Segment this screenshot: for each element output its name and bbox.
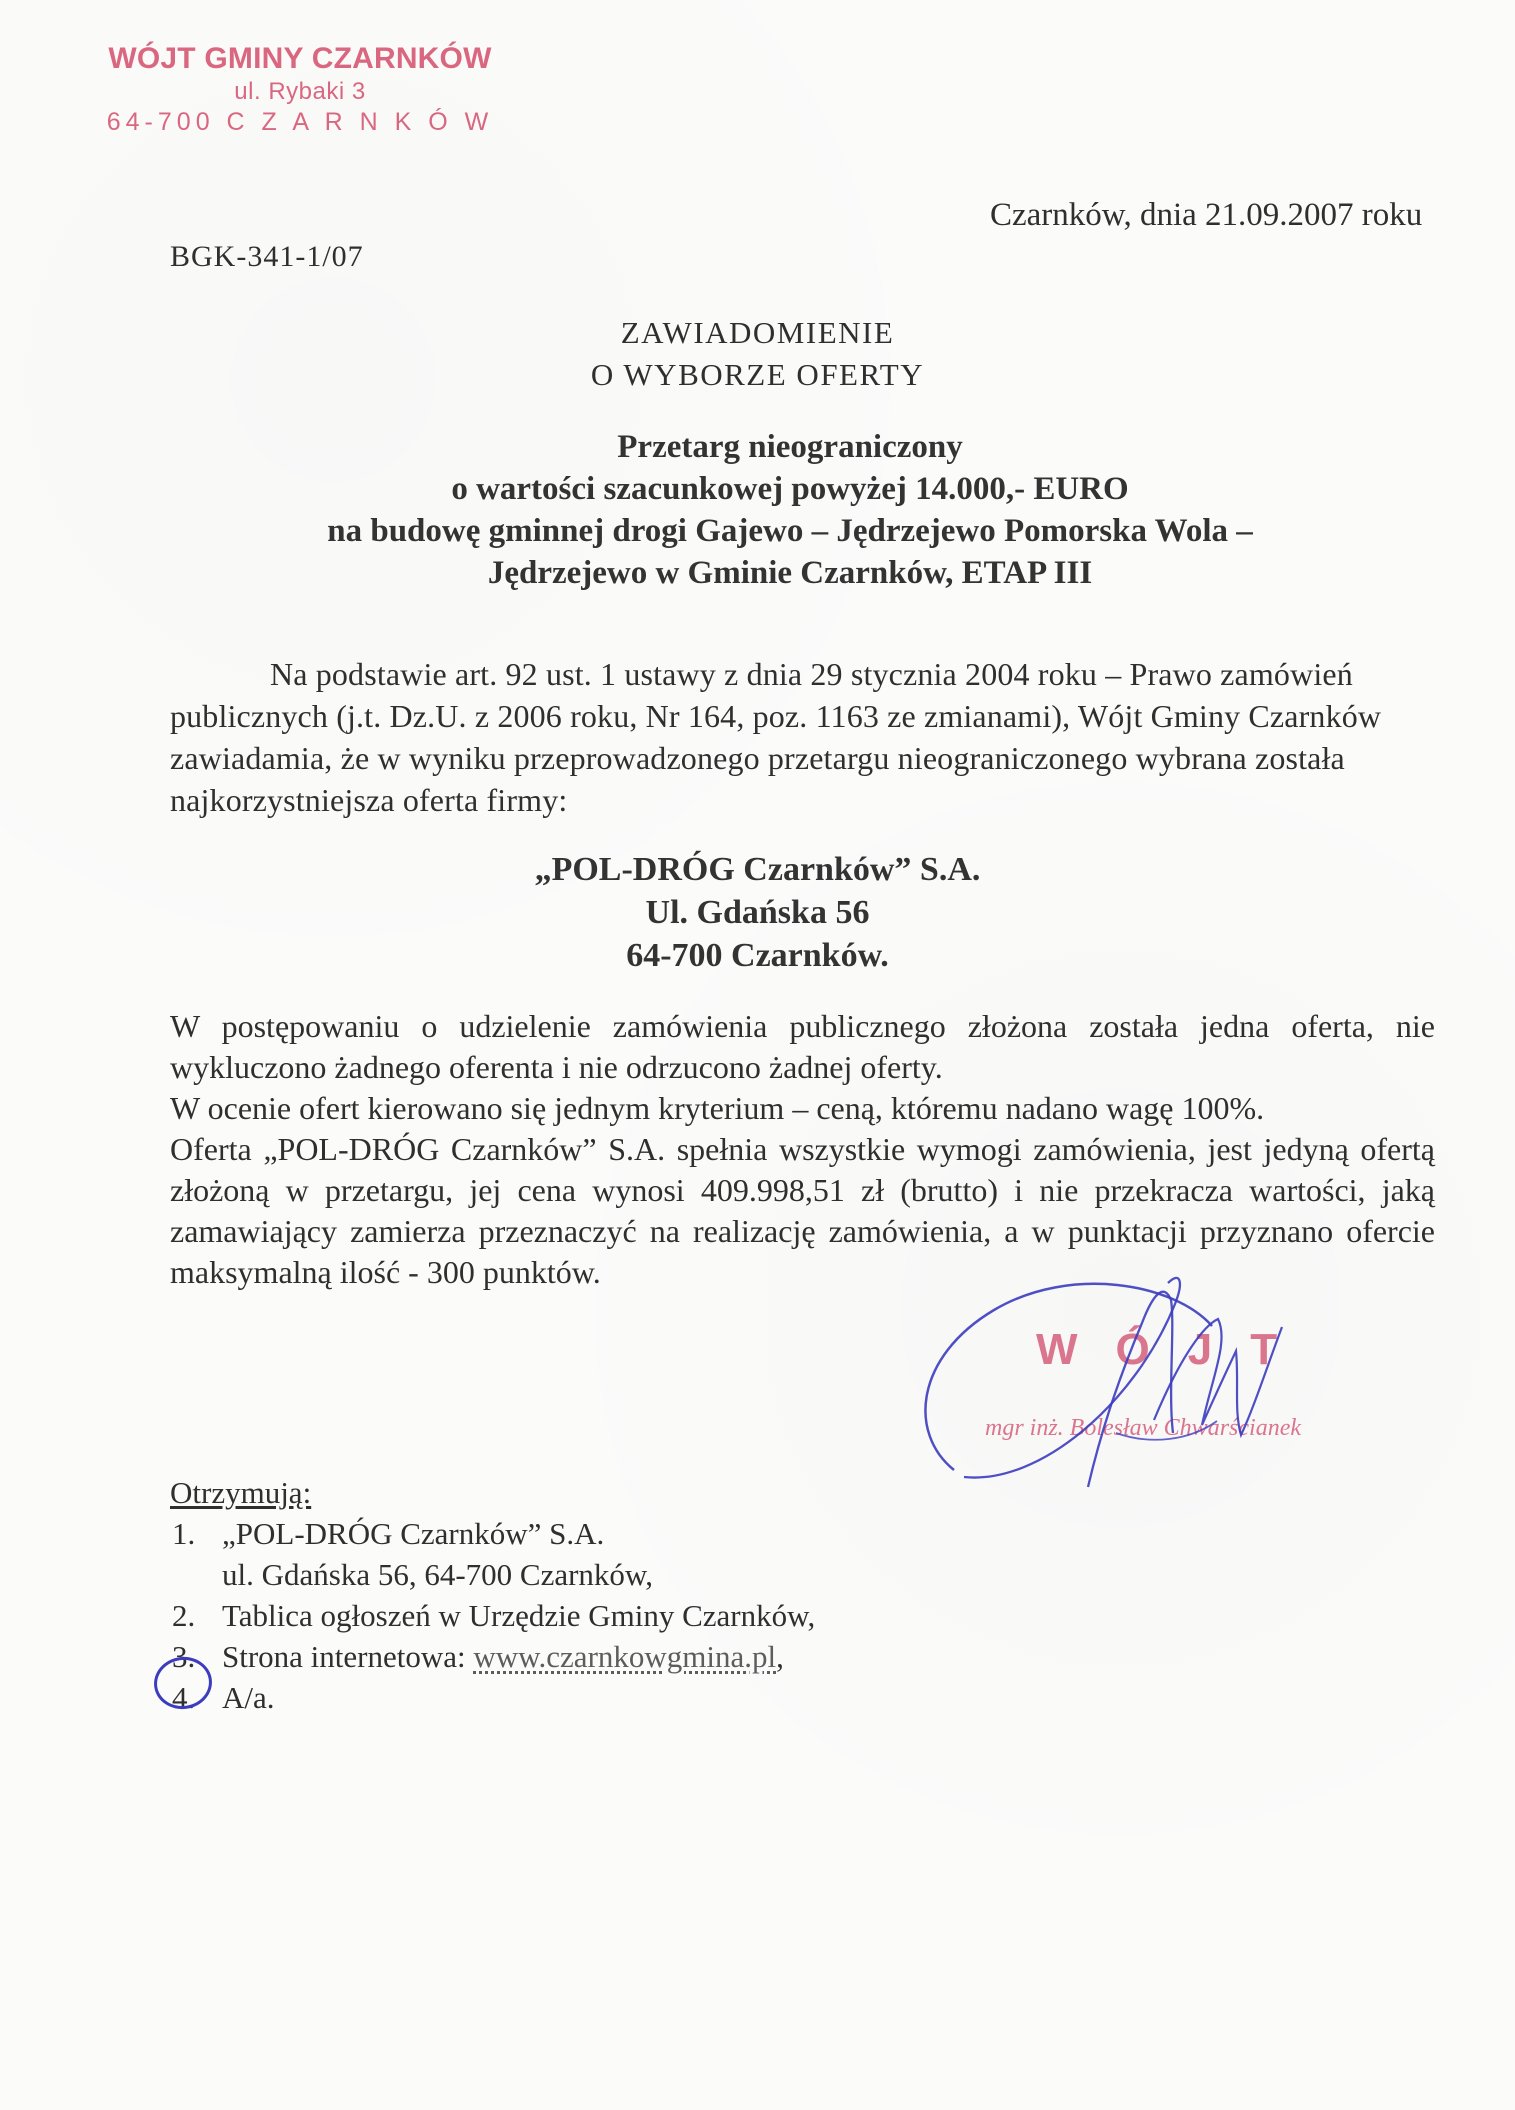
recipient-number: 2. [172,1598,196,1633]
decision-paragraph-2: W ocenie ofert kierowano się jednym kryterium – ceną, któremu nadano wagę 100%. [170,1090,1265,1126]
decision-paragraph-3: Oferta „POL-DRÓG Czarnków” S.A. spełnia wszystkie wymogi zamówienia, jest jedyną ofertą złożoną w przetargu, jej cena wynosi 409.998,51 zł (brutto) i nie przekracza wartości, jaką zamawiający zamierza przeznaczyć na realizację zamówienia, a w punktacji przyznano ofercie maksymalną ilość - 300 punktów. [170,1131,1435,1290]
stamp-city: 64-700 C Z A R N K Ó W [106,108,494,136]
title-line-1: ZAWIADOMIENIE [620,315,895,350]
stamp-wojt-text: WÓJT [1036,1325,1316,1374]
recipient-item-3 [170,1636,930,1677]
subject-line-4: Jędrzejewo w Gminie Czarnków, ETAP III [487,555,1093,591]
recipient-text-suffix: , [776,1639,784,1674]
stamp-official-name: mgr inż. Bolesław Chwarścianek [985,1415,1301,1441]
letter-date: Czarnków, dnia 21.09.2007 roku [990,197,1423,233]
stamp-title: WÓJT GMINY CZARNKÓW [108,42,492,75]
decision-paragraphs [170,1006,1435,1293]
recipient-text: „POL-DRÓG Czarnków” S.A. [222,1516,605,1551]
recipient-item-1 [170,1513,930,1595]
recipient-item-2 [170,1595,930,1636]
company-city: 64-700 Czarnków. [626,937,889,974]
letter-title [0,312,1515,396]
intro-paragraph-text: Na podstawie art. 92 ust. 1 ustawy z dnia 29 stycznia 2004 roku – Prawo zamówień publicznych (j.t. Dz.U. z 2006 roku, Nr 164, poz. 1163 ze zmianami), Wójt Gminy Czarnków zawiadamia, że w wyniku przeprowadzonego przetargu nieograniczonego wybrana została najkorzystniejsza oferta firmy: [170,656,1382,818]
recipient-text: Tablica ogłoszeń w Urzędzie Gminy Czarnków, [222,1598,816,1633]
reference-number: BGK-341-1/07 [170,240,364,273]
company-street: Ul. Gdańska 56 [645,894,870,931]
recipient-text-prefix: Strona internetowa: [222,1639,474,1674]
subject-line-1: Przetarg nieograniczony [617,429,963,465]
recipient-number: 3. [172,1639,196,1674]
handwritten-signature-icon [890,1265,1410,1525]
municipality-header-stamp [105,42,495,136]
recipient-number: 1. [172,1516,196,1551]
subject-line-3: na budowę gminnej drogi Gajewo – Jędrzejewo Pomorska Wola – [327,513,1253,549]
recipients-list [170,1513,930,1718]
subject-line-2: o wartości szacunkowej powyżej 14.000,- EURO [451,471,1129,507]
company-name: „POL-DRÓG Czarnków” S.A. [534,851,981,888]
mayor-signature-stamp [890,1265,1410,1525]
recipients-heading: Otrzymują: [170,1475,312,1510]
intro-paragraph [170,653,1430,821]
recipient-address: ul. Gdańska 56, 64-700 Czarnków, [222,1557,654,1592]
recipients-section [170,1472,930,1718]
recipient-text: A/a. [222,1680,275,1715]
decision-paragraph-1: W postępowaniu o udzielenie zamówienia publicznego złożona została jedna oferta, nie wykluczono żadnego oferenta i nie odrzucono żadnej oferty. [170,1008,1435,1085]
title-line-2: O WYBORZE OFERTY [590,357,925,392]
website-link[interactable]: www.czarnkowgmina.pl [473,1639,777,1674]
recipient-item-4 [170,1677,930,1718]
stamp-street: ul. Rybaki 3 [234,78,366,105]
tender-subject [220,426,1360,594]
selected-company [0,848,1515,977]
recipient-number: 4. [172,1680,196,1715]
